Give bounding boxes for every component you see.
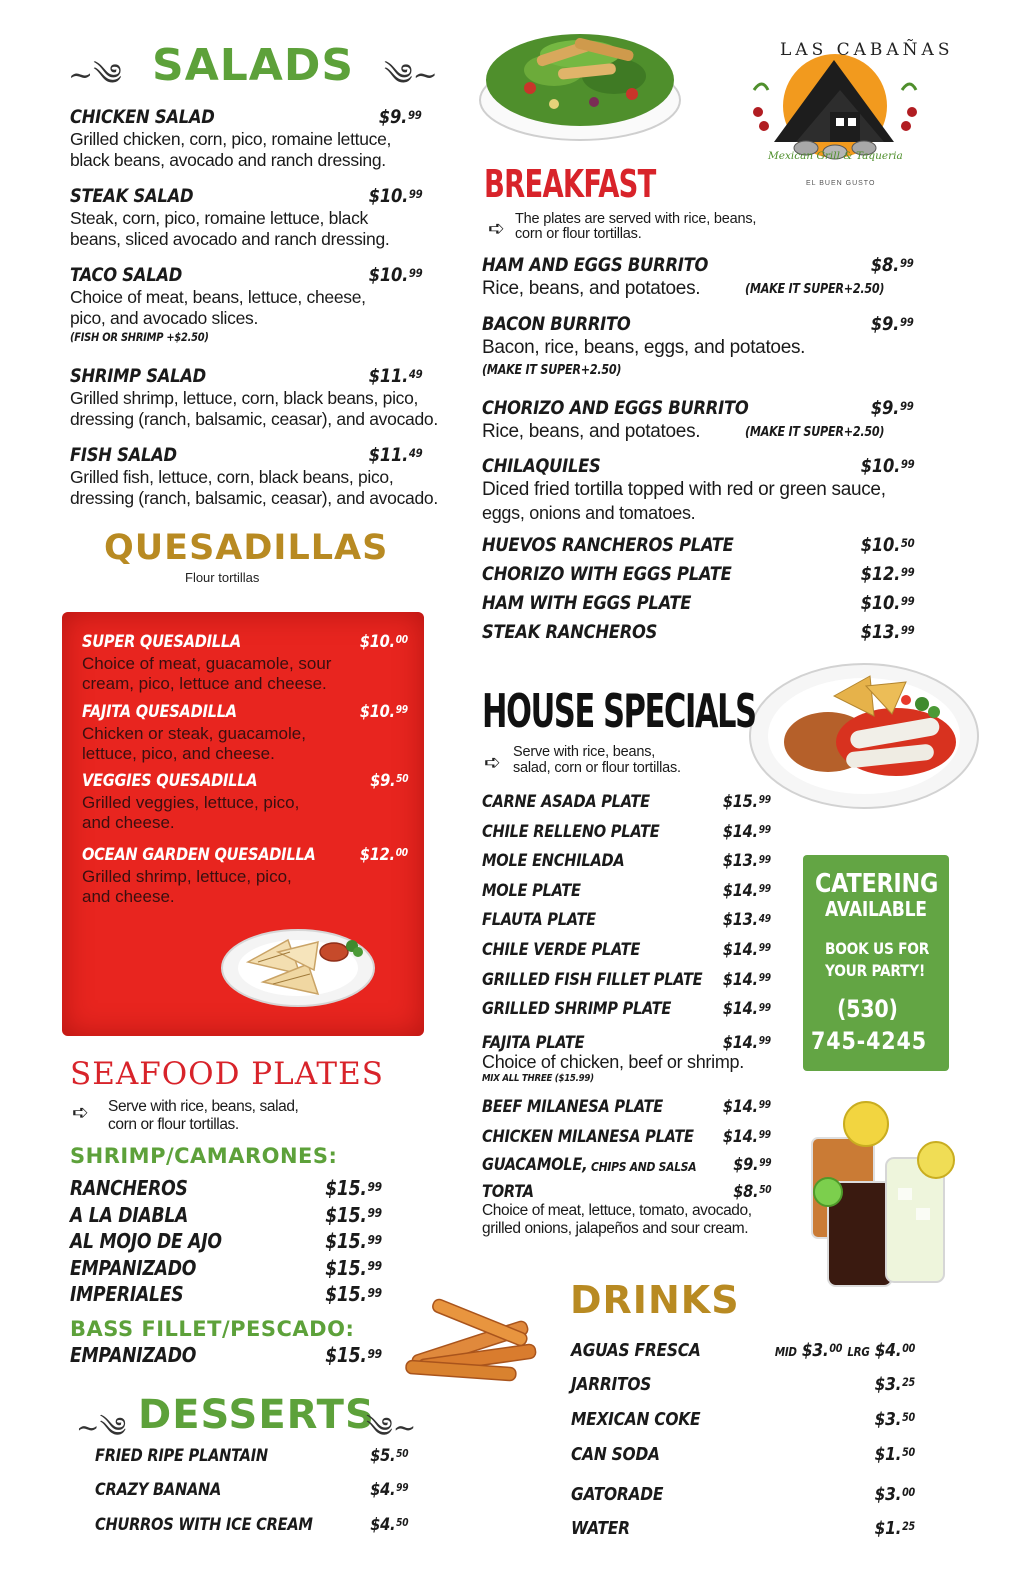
house-item-price [723,1033,771,1053]
price-cents: 99 [758,1001,771,1014]
salad-item-desc: beans, sliced avocado and ranch dressing. [70,229,390,249]
quesadilla-item-price [360,845,408,865]
price-cents: 50 [902,1446,915,1460]
breakfast-item-extra: (MAKE IT SUPER+2.50) [482,363,622,378]
seafood-note-line1: Serve with rice, beans, salad, [108,1098,299,1115]
price-cents: 99 [758,1099,771,1112]
house-item-price [723,792,771,812]
quesadillas-subtitle: Flour tortillas [185,570,260,585]
house-item-small: CHIPS AND SALSA [591,1159,697,1174]
breakfast-item-price [860,455,914,477]
house-item-price [733,1155,771,1175]
price-cents: 99 [367,1258,382,1274]
breakfast-item-desc: Rice, beans, and potatoes. [482,278,701,299]
house-item-price [723,910,771,930]
house-specials-heading: HOUSE SPECIALS [482,684,756,738]
price-dollars: $3. [874,1409,902,1430]
shrimp-item-price [325,1203,382,1227]
price-dollars: $15. [325,1255,367,1280]
breakfast-item-price [871,313,914,335]
house-item-price [723,940,771,960]
arrow-right-icon: ➪ [484,750,501,774]
shrimp-item-name: AL MOJO DE AJO [70,1229,222,1253]
price-cents: 50 [902,1411,915,1425]
salad-item-desc: pico, and avocado slices. [70,308,259,328]
price-dollars: $14. [723,1033,759,1053]
dessert-item-name: CRAZY BANANA [95,1480,222,1500]
price-cents: 99 [367,1231,382,1247]
salad-item-desc: dressing (ranch, balsamic, ceasar), and avocado. [70,409,438,429]
shrimp-item-price [325,1256,382,1280]
price-cents: 00 [395,847,408,860]
breakfast-item-name: HAM AND EGGS BURRITO [482,254,709,276]
breakfast-heading: BREAKFAST [484,162,656,206]
quesadilla-item-desc: Grilled veggies, lettuce, pico, [82,793,300,812]
drink-item-name: JARRITOS [571,1374,652,1395]
quesadilla-item-name: FAJITA QUESADILLA [82,702,237,722]
house-item-name: CHILE VERDE PLATE [482,940,641,960]
quesadilla-item-desc: lettuce, pico, and cheese. [82,744,275,763]
breakfast-item-desc: Bacon, rice, beans, eggs, and potatoes. [482,337,806,358]
house-note-line2: salad, corn or flour tortillas. [513,760,681,776]
price-cents: 49 [408,366,422,381]
house-item-name: GRILLED SHRIMP PLATE [482,999,672,1020]
price-dollars: $13. [723,910,759,931]
salad-item-desc: dressing (ranch, balsamic, ceasar), and avocado. [70,488,438,508]
swirl-ornament-left: ~༄ [68,58,122,93]
price-cents: 99 [367,1345,382,1361]
price-cents: 99 [395,704,408,717]
drink-item-name: WATER [571,1518,630,1539]
swirl-ornament-right-desserts: ༄~ [366,1411,417,1444]
swirl-ornament-right: ༄~ [384,58,438,93]
breakfast-item-name: STEAK RANCHEROS [482,621,658,643]
shrimp-item-name: A LA DIABLA [70,1202,189,1227]
price-cents: 50 [395,1448,408,1461]
price-cents: 49 [408,445,422,460]
logo-tagline: Mexican Grill & Taqueria [768,150,903,162]
price-dollars: $9. [369,771,396,791]
quesadilla-item-name: VEGGIES QUESADILLA [82,771,258,791]
house-item-name: CHILE RELLENO PLATE [482,821,660,842]
price-dollars: $10. [860,455,900,477]
house-item-price [733,1182,771,1202]
salad-item-desc: Choice of meat, beans, lettuce, cheese, [70,287,366,307]
price-cents: 99 [408,265,422,280]
shrimp-item-price [325,1176,382,1200]
price-dollars: $15. [325,1343,367,1367]
price-dollars: $14. [723,969,759,990]
shrimp-item-name: RANCHEROS [70,1176,188,1200]
price-cents: 50 [758,1184,771,1197]
drink-item-price [875,1484,915,1505]
price-dollars: $10. [360,632,396,652]
price-cents: 25 [902,1376,915,1390]
size-label: LRG [847,1345,870,1359]
price-dollars: $10. [360,702,396,722]
drink-item-price [875,1444,915,1465]
house-note-line1: Serve with rice, beans, [513,744,656,760]
price-cents: 99 [900,593,914,608]
catering-available: AVAILABLE [825,897,927,921]
price-cents: 99 [758,942,771,955]
catering-phone-area[interactable]: (530) [837,995,898,1023]
drink-item-name: CAN SODA [571,1444,660,1465]
house-item-name: GUACAMOLE, [482,1155,588,1175]
house-item-name: MOLE ENCHILADA [482,851,625,872]
salad-item-price [368,185,422,207]
house-item-price [723,881,771,901]
salad-item-price [379,106,422,128]
house-item-note: MIX ALL THREE ($15.99) [482,1073,594,1084]
price-dollars: $15. [723,792,759,812]
salad-item-desc: Grilled shrimp, lettuce, corn, black beans, pico, [70,388,419,408]
price-dollars: $14. [723,821,759,842]
house-item-name: FAJITA PLATE [482,1033,585,1053]
salad-item-name: SHRIMP SALAD [70,365,206,387]
price-cents: 00 [395,634,408,647]
price-dollars: $14. [723,999,759,1020]
price-dollars: $13. [723,851,759,872]
house-item-price [723,851,771,871]
breakfast-note-line2: corn or flour tortillas. [515,226,642,242]
house-item-price [723,970,771,990]
price-cents: 99 [900,564,914,579]
dessert-item-price [370,1480,408,1500]
house-item-name: BEEF MILANESA PLATE [482,1097,663,1117]
price-cents: 99 [408,186,422,201]
price-dollars: $9. [871,397,900,419]
arrow-right-icon: ➪ [488,216,505,240]
quesadillas-heading: QUESADILLAS [104,528,389,568]
breakfast-item-price [860,534,914,556]
dessert-item-price [370,1446,408,1466]
breakfast-item-price [871,397,914,419]
price-dollars: $3. [874,1374,902,1395]
breakfast-item-desc: eggs, onions and tomatoes. [482,503,696,523]
quesadilla-item-name: SUPER QUESADILLA [82,632,241,652]
price-cents: 99 [900,314,914,329]
price-dollars: $8. [732,1182,759,1202]
quesadilla-item-price [370,771,408,791]
price-cents: 99 [758,823,771,836]
salad-item-name: TACO SALAD [70,264,183,286]
price-dollars: $5. [369,1446,396,1466]
breakfast-item-price [860,563,914,585]
price-dollars: $10. [368,185,408,207]
price-cents: 00 [902,1486,915,1500]
price-cents: 99 [900,456,914,471]
quesadilla-item-price [360,632,408,652]
seafood-heading: SEAFOOD PLATES [70,1056,384,1092]
price-cents: 99 [367,1205,382,1221]
house-item-price [723,999,771,1019]
drink-item-price [875,1374,915,1395]
price-cents: 99 [758,971,771,984]
price-cents: 00 [829,1342,843,1356]
quesadilla-item-desc: Choice of meat, guacamole, sour [82,654,332,673]
quesadilla-item-desc: Chicken or steak, guacamole, [82,724,306,743]
breakfast-item-name: HAM WITH EGGS PLATE [482,592,692,614]
breakfast-item-name: CHORIZO AND EGGS BURRITO [482,397,749,419]
salad-item-price [368,264,422,286]
price-cents: 99 [758,853,771,866]
drinks-heading: DRINKS [570,1278,740,1322]
price-cents: 00 [902,1342,915,1356]
bass-item-name: EMPANIZADO [70,1343,197,1367]
desserts-heading: DESSERTS [138,1392,375,1438]
price-dollars: $13. [860,621,900,643]
breakfast-item-desc: Rice, beans, and potatoes. [482,421,701,442]
house-item-price [723,822,771,842]
price-dollars: $4. [369,1480,396,1500]
catering-book: BOOK US FOR [825,939,930,958]
price-cents: 99 [367,1284,382,1300]
price-cents: 99 [395,1482,408,1495]
price-cents: 99 [408,107,422,122]
price-cents: 99 [758,1035,771,1048]
price-cents: 99 [900,398,914,413]
breakfast-item-name: BACON BURRITO [482,313,631,335]
price-dollars: $8. [871,254,900,276]
shrimp-item-price [325,1282,382,1306]
breakfast-item-extra: (MAKE IT SUPER+2.50) [745,425,885,440]
drink-item-name: AGUAS FRESCA [571,1340,701,1361]
drink-item-price [875,1409,915,1430]
price-dollars: $15. [325,1176,367,1200]
house-item-name: GRILLED FISH FILLET PLATE [482,969,703,990]
breakfast-item-price [860,621,914,643]
drink-item-price [875,1518,915,1539]
house-item-name: FLAUTA PLATE [482,910,596,931]
salad-item-name: CHICKEN SALAD [70,106,215,128]
seafood-note-line2: corn or flour tortillas. [108,1116,239,1133]
logo-name: LAS CABAÑAS [780,40,954,60]
price-dollars: $4. [369,1515,396,1535]
salad-item-price [368,365,422,387]
breakfast-item-desc: Diced fried tortilla topped with red or green sauce, [482,479,886,500]
aguas-prices [775,1340,915,1361]
house-item-desc: grilled onions, jalapeños and sour cream. [482,1220,749,1237]
shrimp-subheading: SHRIMP/CAMARONES: [70,1144,338,1168]
price-dollars: $10. [368,264,408,286]
price-dollars: $9. [732,1155,759,1175]
price-cents: 99 [758,1157,771,1170]
price-dollars: $15. [325,1202,367,1227]
dessert-item-name: FRIED RIPE PLANTAIN [95,1446,268,1466]
breakfast-item-price [871,254,914,276]
salad-item-desc: Grilled chicken, corn, pico, romaine lettuce, [70,129,392,149]
price-dollars: $15. [325,1229,367,1253]
price-dollars: $12. [360,845,396,865]
price-dollars: $3. [801,1340,829,1361]
catering-phone-number[interactable]: 745-4245 [811,1027,927,1055]
house-item-price [723,1127,771,1147]
enchilada-plate-image [746,656,982,812]
price-cents: 50 [395,773,408,786]
house-item-desc: Choice of meat, lettuce, tomato, avocado, [482,1202,752,1219]
price-cents: 99 [367,1178,382,1194]
quesadilla-item-price [360,702,408,722]
breakfast-item-price [860,592,914,614]
price-dollars: $11. [368,365,408,387]
house-item-desc: Choice of chicken, beef or shrimp. [482,1052,744,1072]
price-cents: 99 [758,794,771,807]
price-dollars: $12. [860,563,900,585]
price-cents: 50 [395,1517,408,1530]
bass-subheading: BASS FILLET/PESCADO: [70,1317,355,1341]
drink-item-name: GATORADE [571,1484,664,1505]
salads-heading: SALADS [152,40,355,91]
quesadilla-item-name: OCEAN GARDEN QUESADILLA [82,845,316,865]
salad-item-name: STEAK SALAD [70,185,194,207]
salad-bowl-image [474,14,686,144]
price-dollars: $11. [368,444,408,466]
price-cents: 99 [900,622,914,637]
price-cents: 99 [758,1128,771,1141]
shrimp-item-price [325,1229,382,1253]
swirl-ornament-left-desserts: ~༄ [76,1411,127,1444]
drink-item-name: MEXICAN COKE [571,1409,701,1430]
price-cents: 50 [900,535,914,550]
shrimp-item-name: EMPANIZADO [70,1255,197,1280]
price-dollars: $9. [871,313,900,335]
price-dollars: $3. [874,1484,902,1505]
drinks-image [802,1098,962,1294]
house-item-name: TORTA [482,1182,534,1202]
price-cents: 25 [902,1520,915,1534]
quesadilla-item-desc: Grilled shrimp, lettuce, pico, [82,867,292,886]
price-dollars: $9. [379,106,408,128]
quesadilla-item-desc: cream, pico, lettuce and cheese. [82,674,327,693]
breakfast-item-extra: (MAKE IT SUPER+2.50) [745,282,885,297]
quesadilla-item-desc: and cheese. [82,813,175,832]
churros-image [400,1292,552,1392]
shrimp-item-name: IMPERIALES [70,1282,184,1306]
house-item-name: CARNE ASADA PLATE [482,792,650,812]
catering-title: CATERING [815,869,939,899]
house-item-price [723,1097,771,1117]
quesadilla-item-desc: and cheese. [82,887,175,906]
price-dollars: $1. [874,1444,902,1465]
catering-party: YOUR PARTY! [825,961,925,980]
price-cents: 99 [900,255,914,270]
size-label: MID [774,1345,797,1359]
price-dollars: $14. [723,1126,759,1147]
price-dollars: $14. [723,880,759,901]
dessert-item-name: CHURROS WITH ICE CREAM [95,1515,313,1535]
salad-item-price [368,444,422,466]
breakfast-item-name: CHORIZO WITH EGGS PLATE [482,563,732,585]
quesadilla-plate-image [218,912,378,1012]
salad-item-desc: Steak, corn, pico, romaine lettuce, black [70,208,368,228]
catering-box [803,855,949,1071]
price-cents: 49 [758,912,771,925]
breakfast-item-name: HUEVOS RANCHEROS PLATE [482,534,734,556]
price-dollars: $1. [874,1518,902,1539]
house-item-name: MOLE PLATE [482,880,581,901]
logo-motto: EL BUEN GUSTO [806,180,876,187]
price-dollars: $14. [723,1097,759,1117]
price-cents: 99 [758,883,771,896]
salad-item-desc: black beans, avocado and ranch dressing. [70,150,386,170]
dessert-item-price [370,1515,408,1535]
price-dollars: $14. [723,940,759,960]
salad-item-name: FISH SALAD [70,444,177,466]
salad-item-note: (FISH OR SHRIMP +$2.50) [70,330,209,344]
breakfast-note-line1: The plates are served with rice, beans, [515,211,757,227]
salad-item-desc: Grilled fish, lettuce, corn, black beans, pico, [70,467,394,487]
breakfast-item-name: CHILAQUILES [482,455,601,477]
bass-item-price [325,1343,382,1367]
price-dollars: $10. [860,534,900,556]
arrow-right-icon: ➪ [72,1100,89,1124]
house-item-name: CHICKEN MILANESA PLATE [482,1126,694,1147]
price-dollars: $4. [874,1340,902,1361]
price-dollars: $10. [860,592,900,614]
price-dollars: $15. [325,1282,367,1306]
